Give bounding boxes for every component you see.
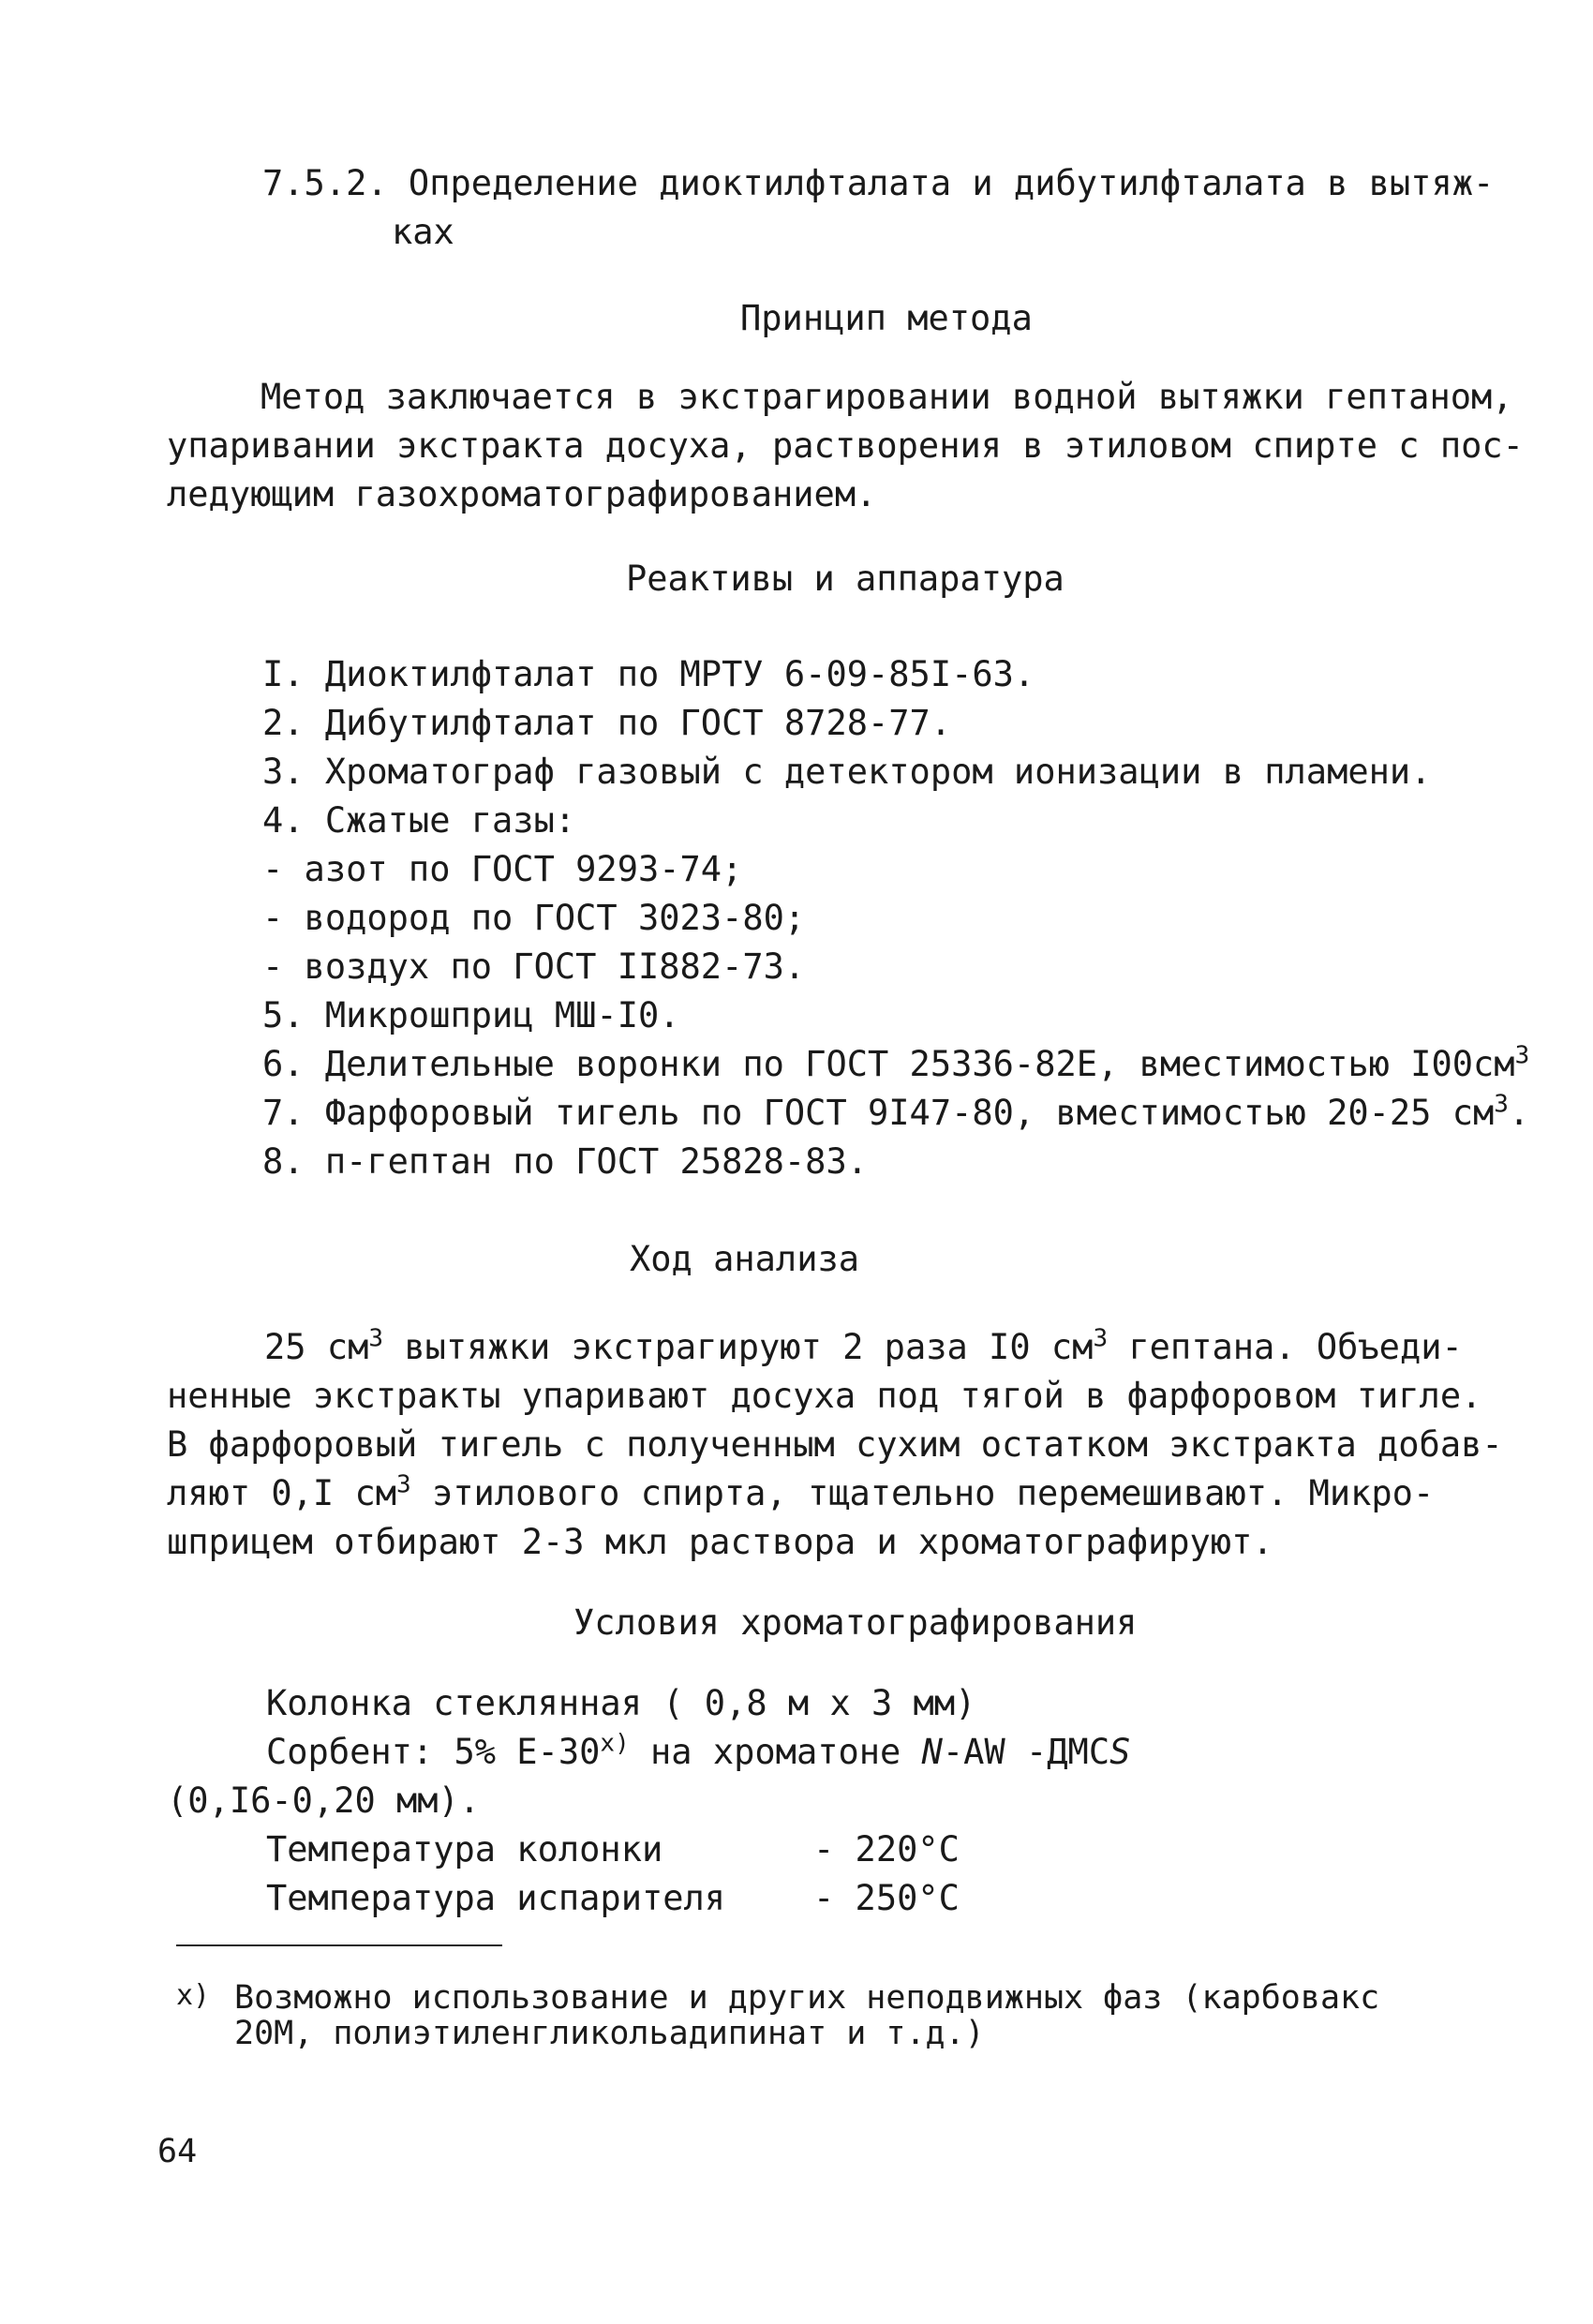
sorbent-fraction: (0,I6-0,20 мм).: [167, 1780, 481, 1821]
reagent-subitem-nitrogen: - азот по ГОСТ 9293-74;: [262, 849, 743, 889]
reagents-title: Реактивы и аппаратура: [626, 559, 1064, 599]
evaporator-temperature-label: Температура испарителя: [266, 1878, 726, 1918]
reagent-item-6-superscript: 3: [1514, 1041, 1530, 1070]
procedure-line-4-part-b: этилового спирта, тщательно перемешивают. Микро-: [410, 1473, 1435, 1513]
procedure-line-4-sup: 3: [396, 1470, 411, 1499]
sorbent-footnote-ref: х): [600, 1729, 630, 1758]
conditions-title: Условия хроматографирования: [573, 1602, 1138, 1643]
reagent-subitem-air: - воздух по ГОСТ II882-73.: [262, 946, 806, 987]
procedure-line-1-part-b: вытяжки экстрагируют 2 раза I0 см: [383, 1327, 1094, 1367]
procedure-line-3: В фарфоровый тигель с полученным сухим остатком экстракта добав-: [167, 1424, 1503, 1465]
reagent-item-6-text: 6. Делительные воронки по ГОСТ 25336-82Е, вместимостью I00см: [262, 1044, 1515, 1084]
reagent-item-2: 2. Дибутилфталат по ГОСТ 8728-77.: [262, 703, 952, 743]
footnote-mark: х): [176, 1979, 211, 2012]
reagent-item-7-tail: .: [1508, 1093, 1530, 1133]
procedure-line-1-part-c: гептана. Объеди-: [1108, 1327, 1463, 1367]
procedure-line-1-sup-2: 3: [1093, 1324, 1109, 1353]
principle-title: Принцип метода: [740, 298, 1033, 338]
sorbent-spec-part-a: Сорбент: 5% Е-30: [266, 1732, 601, 1772]
procedure-line-4: [167, 1469, 1434, 1518]
procedure-line-2: ненные экстракты упаривают досуха под тягой в фарфоровом тигле.: [167, 1376, 1482, 1416]
sorbent-spec-part-c: N: [921, 1732, 943, 1772]
principle-line-3: ледующим газохроматографированием.: [167, 474, 877, 514]
sorbent-spec-part-d: -AW -ДМС: [942, 1732, 1110, 1772]
reagent-item-7-superscript: 3: [1494, 1090, 1509, 1119]
procedure-line-1: [264, 1323, 1463, 1372]
reagent-item-1: I. Диоктилфталат по МРТУ 6-09-85I-63.: [262, 654, 1035, 694]
column-spec: Колонка стеклянная ( 0,8 м х 3 мм): [266, 1683, 976, 1723]
procedure-line-1-sup-1: 3: [368, 1324, 384, 1353]
footnote-line-2: 20М, полиэтиленгликольадипинат и т.д.): [234, 2015, 985, 2052]
reagent-item-8: 8. п-гептан по ГОСТ 25828-83.: [262, 1141, 869, 1182]
principle-line-2: упаривании экстракта досуха, растворения в этиловом спирте с пос-: [167, 425, 1524, 466]
procedure-line-4-part-a: ляют 0,I см: [167, 1473, 397, 1513]
reagent-item-5: 5. Микрошприц МШ-I0.: [262, 995, 680, 1035]
sorbent-spec-part-e: S: [1109, 1732, 1131, 1772]
reagent-item-3: 3. Хроматограф газовый с детектором ионизации в пламени.: [262, 752, 1432, 792]
procedure-line-5: шприцем отбирают 2-3 мкл раствора и хроматографируют.: [167, 1522, 1273, 1562]
page-number: 64: [157, 2133, 198, 2170]
sorbent-spec-part-b: на хроматоне: [629, 1732, 922, 1772]
column-temperature-value: - 220°С: [813, 1829, 960, 1870]
reagent-item-6: [262, 1040, 1529, 1089]
footnote-divider: [176, 1944, 502, 1946]
section-heading-continuation: ках: [392, 212, 454, 252]
footnote-line-1: Возможно использование и других неподвижных фаз (карбовакс: [234, 1979, 1380, 2017]
procedure-line-1-part-a: 25 см: [264, 1327, 369, 1367]
principle-line-1: Метод заключается в экстрагировании водной вытяжки гептаном,: [261, 377, 1513, 417]
procedure-title: Ход анализа: [630, 1239, 860, 1279]
section-heading: 7.5.2. Определение диоктилфталата и дибутилфталата в вытяж-: [262, 163, 1495, 203]
column-temperature-label: Температура колонки: [266, 1829, 663, 1870]
reagent-item-7-text: 7. Фарфоровый тигель по ГОСТ 9I47-80, вместимостью 20-25 см: [262, 1093, 1495, 1133]
reagent-item-7: [262, 1089, 1529, 1138]
reagent-subitem-hydrogen: - водород по ГОСТ 3023-80;: [262, 898, 806, 938]
reagent-item-4: 4. Сжатые газы:: [262, 800, 576, 841]
sorbent-spec: [266, 1728, 1130, 1777]
evaporator-temperature-value: - 250°С: [813, 1878, 960, 1918]
